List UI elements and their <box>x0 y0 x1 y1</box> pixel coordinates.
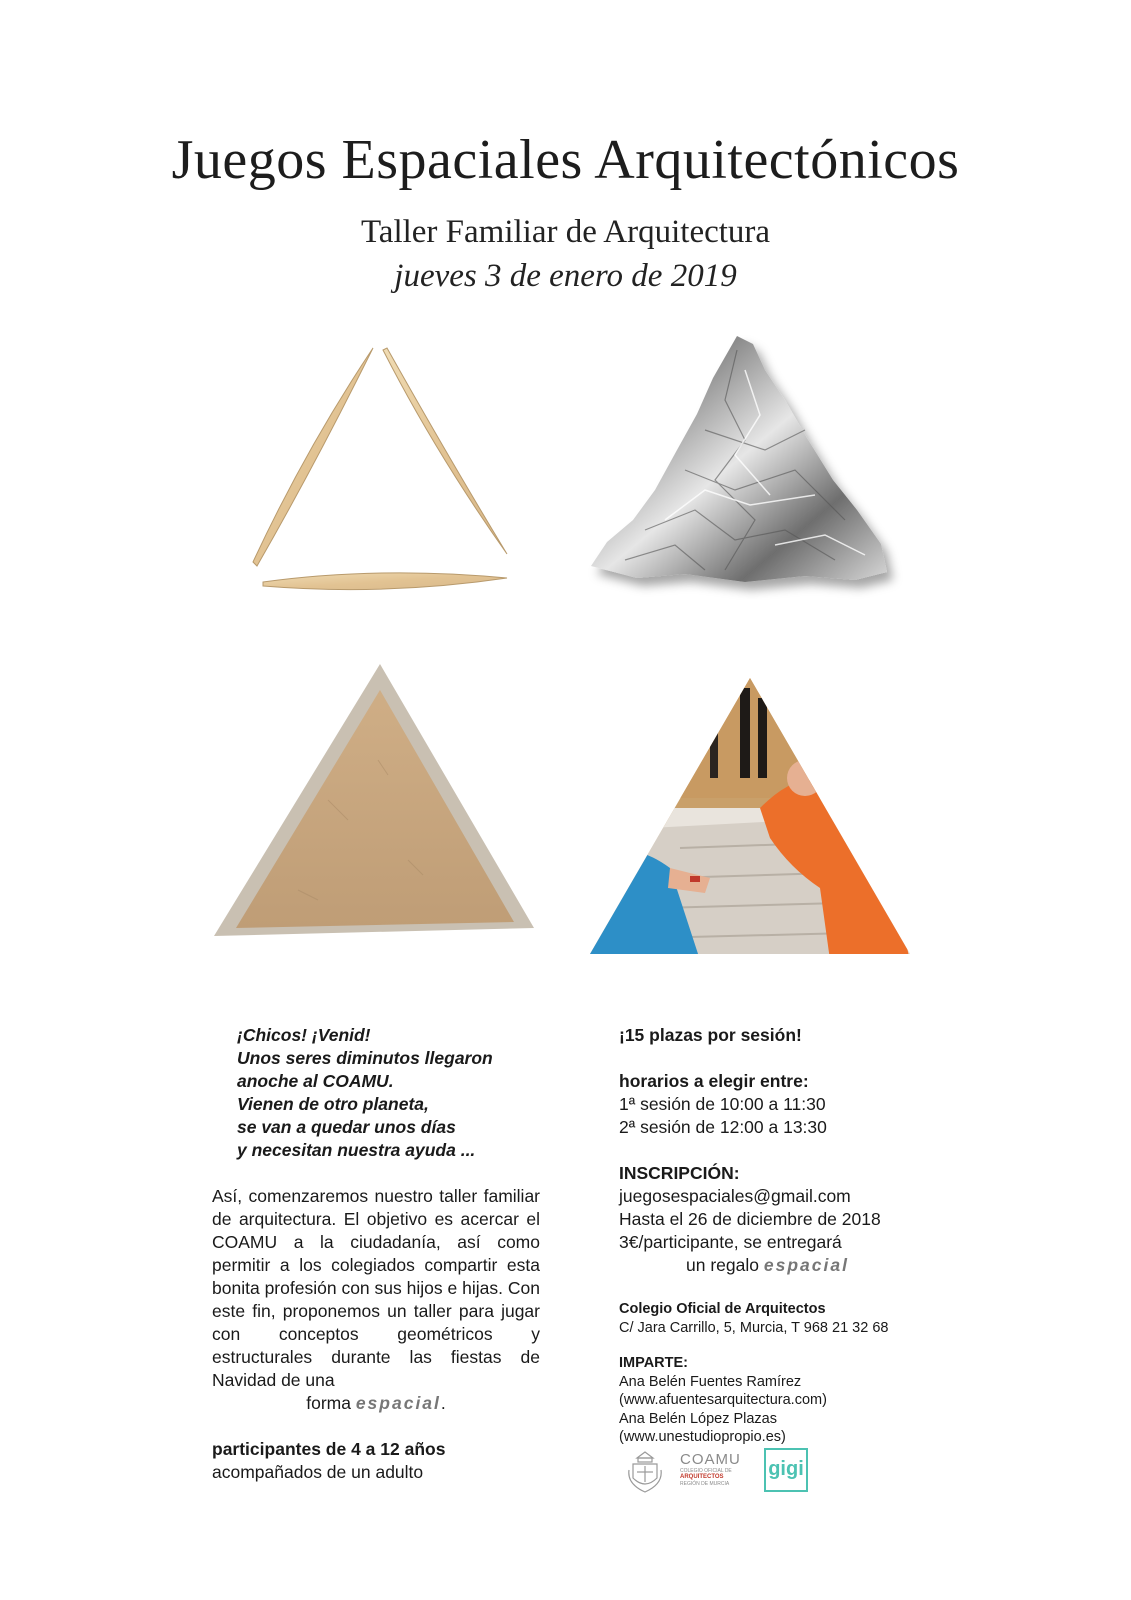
coamu-logo <box>680 1452 748 1487</box>
right-column <box>619 1024 959 1447</box>
event-date: jueves 3 de enero de 2019 <box>394 258 737 294</box>
places-label: ¡15 plazas por sesión! <box>619 1025 802 1045</box>
schedule-title: horarios a elegir entre: <box>619 1071 809 1091</box>
intro-text <box>212 1024 540 1162</box>
session-1: 1ª sesión de 10:00 a 11:30 <box>619 1094 826 1114</box>
intro-line: Vienen de otro planeta, <box>237 1094 429 1114</box>
gift-text <box>619 1254 959 1277</box>
intro-line: y necesitan nuestra ayuda ... <box>237 1140 476 1160</box>
crest-logo <box>625 1450 665 1494</box>
coamu-logo-text: COAMU <box>680 1451 741 1468</box>
spacial-word: espacial <box>763 1255 849 1275</box>
teacher-1-website[interactable]: (www.afuentesarquitectura.com) <box>619 1392 827 1408</box>
registration-deadline: Hasta el 26 de diciembre de 2018 <box>619 1209 881 1229</box>
intro-line: Unos seres diminutos llegaron <box>237 1048 493 1068</box>
workshop-photo-triangle-image <box>590 678 910 960</box>
intro-line: se van a quedar unos días <box>237 1117 456 1137</box>
toothpick-triangle-image <box>245 340 515 600</box>
ages-note: acompañados de un adulto <box>212 1462 424 1482</box>
description-ending-prefix: forma <box>306 1393 351 1413</box>
teacher-2: Ana Belén López Plazas <box>619 1410 777 1427</box>
session-2: 2ª sesión de 12:00 a 13:30 <box>619 1117 827 1137</box>
cardboard-triangle-image <box>208 660 538 955</box>
org-address: C/ Jara Carrillo, 5, Murcia, T 968 21 32 68 <box>619 1319 889 1336</box>
registration-email[interactable]: juegosespaciales@gmail.com <box>619 1186 851 1206</box>
teacher-2-website[interactable]: (www.unestudiopropio.es) <box>619 1429 786 1445</box>
coamu-logo-sub1: COLEGIO OFICIAL DE <box>680 1468 732 1474</box>
page-title: Juegos Espaciales Arquitectónicos <box>171 129 960 191</box>
coamu-logo-sub2: ARQUITECTOS <box>680 1474 724 1480</box>
description-ending <box>212 1392 540 1415</box>
intro-line: ¡Chicos! ¡Venid! <box>237 1025 371 1045</box>
intro-line: anoche al COAMU. <box>237 1071 394 1091</box>
spacial-word: espacial <box>355 1393 441 1413</box>
teaches-title: IMPARTE: <box>619 1355 689 1371</box>
ages-label: participantes de 4 a 12 años <box>212 1439 446 1459</box>
org-name: Colegio Oficial de Arquitectos <box>619 1301 826 1317</box>
left-column <box>212 1024 540 1484</box>
gigi-logo-text: gigi <box>768 1458 804 1480</box>
price-text: 3€/participante, se entregará <box>619 1232 842 1252</box>
registration-title: INSCRIPCIÓN: <box>619 1163 740 1183</box>
gigi-logo <box>764 1448 808 1492</box>
teacher-1: Ana Belén Fuentes Ramírez <box>619 1373 802 1390</box>
description-paragraph: Así, comenzaremos nuestro taller familiar de arquitectura. El objetivo es acercar el COAMU a la ciudadanía, así como permitir a los colegiados compartir esta bonita profesión con sus hijos e hijas. Con este fin, proponemos un taller para jugar con conceptos geométricos y estructurales durante las fiestas de Navidad de una <box>212 1186 540 1390</box>
page-subtitle: Taller Familiar de Arquitectura <box>360 214 771 250</box>
coamu-logo-sub3: REGIÓN DE MURCIA <box>680 1481 730 1487</box>
gift-prefix: un regalo <box>686 1255 759 1275</box>
foil-triangle-image <box>585 330 905 600</box>
description-ending-suffix: . <box>440 1393 446 1413</box>
